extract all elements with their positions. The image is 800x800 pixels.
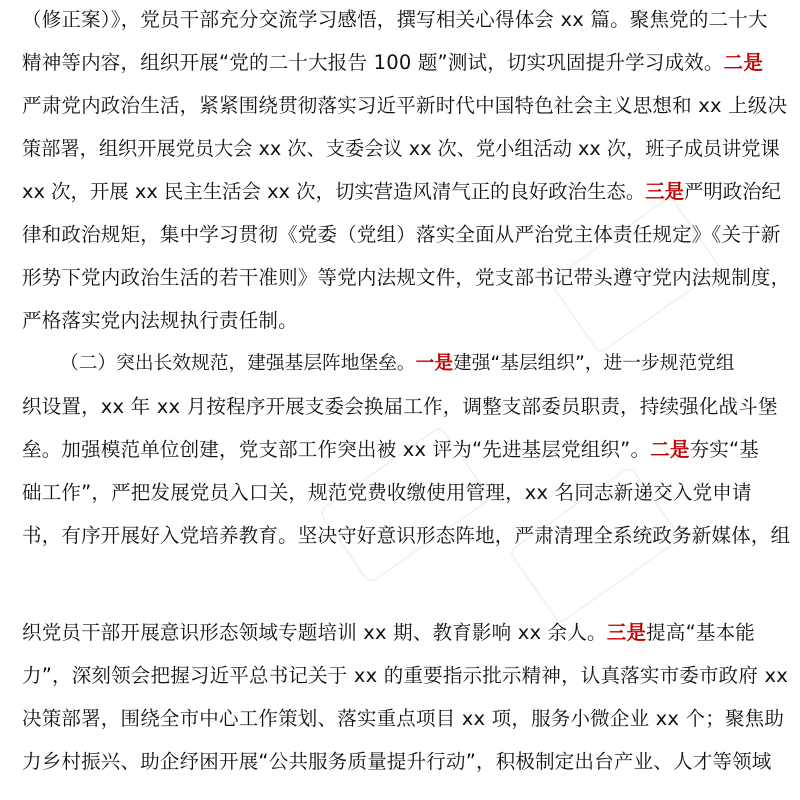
text-span: 夯实“基	[689, 438, 759, 461]
text-span: （二）突出长效规范，建强基层阵地堡垒。	[60, 353, 416, 374]
text-line	[22, 473, 782, 513]
text-line	[22, 215, 782, 255]
text-line	[22, 656, 788, 696]
text-line	[22, 172, 782, 212]
text-line	[22, 387, 782, 427]
text-line	[22, 613, 782, 653]
text-span: 建强“基层组织”，进一步规范党组	[453, 353, 735, 374]
text-line	[22, 129, 782, 169]
text-span: 织党员干部开展意识形态领域专题培训 xx 期、教育影响 xx 余人。	[22, 621, 607, 644]
emphasis-text: 三是	[606, 621, 647, 644]
text-span: xx 次，开展 xx 民主生活会 xx 次，切实营造风清气正的良好政治生态。	[22, 180, 646, 203]
text-span: 律和政治规矩，集中学习贯彻《党委（党组）落实全面从严治党主体责任规定》《关于新	[22, 223, 781, 246]
text-span: 严明政治纪	[684, 180, 781, 203]
text-line	[22, 430, 782, 470]
text-span: 形势下党内政治生活的若干准则》等党内法规文件，党支部书记带头遵守党内法规制度，	[22, 266, 791, 289]
text-line	[22, 86, 788, 126]
text-line	[22, 516, 791, 556]
text-span: 提高“基本能	[646, 621, 755, 644]
text-span: 精神等内容，组织开展“党的二十大报告 100 题”测试，切实巩固提升学习成效。	[22, 51, 724, 74]
text-span: 策部署，组织开展党员大会 xx 次、支委会议 xx 次、党小组活动 xx 次，班子成员讲党课	[22, 137, 780, 160]
emphasis-text: 一是	[415, 353, 454, 374]
text-span: 力”，深刻领会把握习近平总书记关于 xx 的重要指示批示精神，认真落实市委市政府 xx	[22, 664, 788, 687]
text-span: 书，有序开展好入党培养教育。坚决守好意识形态阵地，严肃清理全系统政务新媒体，组	[22, 524, 791, 547]
text-span: 严格落实党内法规执行责任制。	[22, 309, 298, 332]
text-span: 垒。加强模范单位创建，党支部工作突出被 xx 评为“先进基层党组织”。	[22, 438, 651, 461]
text-line	[22, 43, 782, 83]
emphasis-text: 三是	[645, 180, 684, 203]
text-line	[60, 344, 800, 384]
text-span: 力乡村振兴、助企纾困开展“公共服务质量提升行动”，积极制定出台产业、人才等领域	[22, 750, 772, 773]
text-span: 决策部署，围绕全市中心工作策划、落实重点项目 xx 项，服务小微企业 xx 个；聚焦助	[22, 707, 785, 730]
text-span: 础工作”，严把发展党员入口关，规范党费收缴使用管理，xx 名同志新递交入党申请	[22, 481, 752, 504]
text-span: 织设置，xx 年 xx 月按程序开展支委会换届工作，调整支部委员职责，持续强化战斗堡	[22, 395, 778, 418]
text-span: 严肃党内政治生活，紧紧围绕贯彻落实习近平新时代中国特色社会主义思想和 xx 上级决	[22, 94, 788, 117]
text-line	[22, 742, 782, 782]
text-line	[22, 0, 782, 40]
text-line	[22, 301, 782, 341]
emphasis-text: 二是	[723, 51, 764, 74]
text-line	[22, 699, 785, 739]
text-span: （修正案）》，党员干部充分交流学习感悟，撰写相关心得体会 xx 篇。聚焦党的二十大	[22, 8, 768, 31]
text-line	[22, 258, 791, 298]
emphasis-text: 二是	[650, 438, 690, 461]
